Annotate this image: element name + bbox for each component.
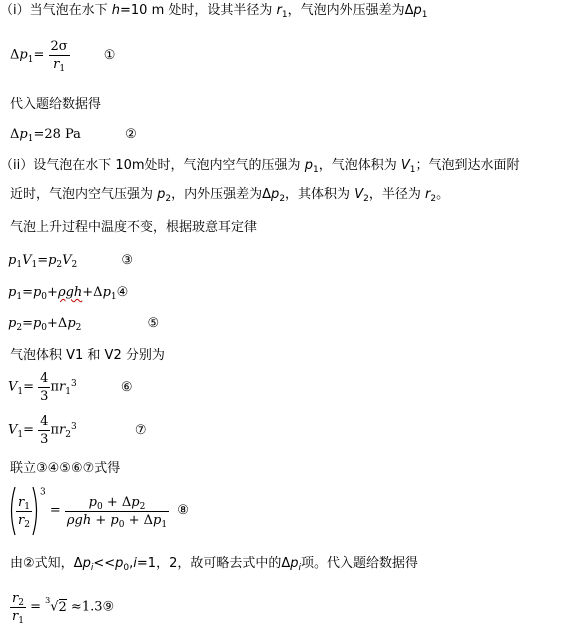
equation-6: $V_1=$ $\frac{4}{3}$ $\pi r_1^3$ ⑥ xyxy=(8,371,133,404)
text-line-approximation: 由②式知，$\Delta p_i<<p_0,i=1$，2，故可略去式中的$\Delta p_i$项。代入题给数据得 xyxy=(10,556,419,573)
equation-8: $\frac{r_1}{r_2}$ $^3$ = $\frac{p_0 + \Delta p_2}{\rho gh + p_0 + \Delta p_1}$ ⑧ xyxy=(8,486,189,536)
equation-4: $p_1=p_0+\rho gh+\Delta p_1④$ xyxy=(8,285,129,302)
text-line-boyle-law: 气泡上升过程中温度不变，根据玻意耳定律 xyxy=(10,220,258,235)
equation-marker-1: ① xyxy=(103,47,116,63)
equation-9: $\frac{r_2}{r_1}$ = $^3$√2 ≈1.3⑨ xyxy=(12,591,115,626)
fraction-4-over-3: $\frac{4}{3}$ xyxy=(40,414,49,447)
text-line-bubble-depth: （i）当气泡在水下 h=10 m 处时，设其半径为 $r_1$，气泡内外压强差为$\Delta p_1$ xyxy=(0,3,428,20)
cube-root-sign: √ xyxy=(50,599,59,615)
fraction-r2-over-r1: $\frac{r_2}{r_1}$ xyxy=(12,591,24,626)
equation-marker-6: ⑥ xyxy=(120,379,133,395)
equation-1: $\Delta p_1=$ $\frac{2\sigma}{r_1}$ ① xyxy=(10,39,116,74)
equation-5: $p_2=p_0+\Delta p_2$ ⑤ xyxy=(8,316,160,333)
left-paren xyxy=(8,486,16,536)
text-line-combine: 联立③④⑤⑥⑦式得 xyxy=(10,461,121,476)
equation-marker-2: ② xyxy=(125,127,137,142)
equation-2: $\Delta p_1=28$ Pa ② xyxy=(10,127,137,144)
equation-3: $p_1V_1=p_2V_2$ ③ xyxy=(8,253,134,270)
fraction-r1-over-r2: $\frac{r_1}{r_2}$ xyxy=(18,494,30,530)
equation-marker-5: ⑤ xyxy=(147,316,160,331)
equation-marker-4: ④ xyxy=(116,285,129,300)
equation-marker-3: ③ xyxy=(121,253,134,268)
equation-marker-7: ⑦ xyxy=(134,422,147,438)
equation-marker-9: ⑨ xyxy=(102,599,115,615)
text-line-part-ii-2: 近时，气泡内空气压强为 $p_2$，内外压强差为$\Delta p_2$，其体积为 $V_2$，半径为 $r_2$。 xyxy=(10,187,450,204)
fraction-2sigma-over-r1: $\frac{2\sigma}{r_1}$ xyxy=(50,39,68,74)
right-paren xyxy=(32,486,40,536)
text-line-volumes: 气泡体积 V1 和 V2 分别为 xyxy=(10,348,165,363)
text-line-part-ii-1: （ii）设气泡在水下 10m处时，气泡内空气的压强为 $p_1$，气泡体积为 $V_1$；气泡到达水面附 xyxy=(0,158,520,175)
fraction-pressure-ratio: $\frac{p_0 + \Delta p_2}{\rho gh + p_0 + \Delta p_1}$ xyxy=(66,494,168,530)
equation-marker-8: ⑧ xyxy=(177,503,189,518)
text-line-substitute: 代入题给数据得 xyxy=(10,97,102,112)
equation-7: $V_1=$ $\frac{4}{3}$ $\pi r_2^3$ ⑦ xyxy=(8,414,147,447)
fraction-4-over-3: $\frac{4}{3}$ xyxy=(40,371,49,404)
